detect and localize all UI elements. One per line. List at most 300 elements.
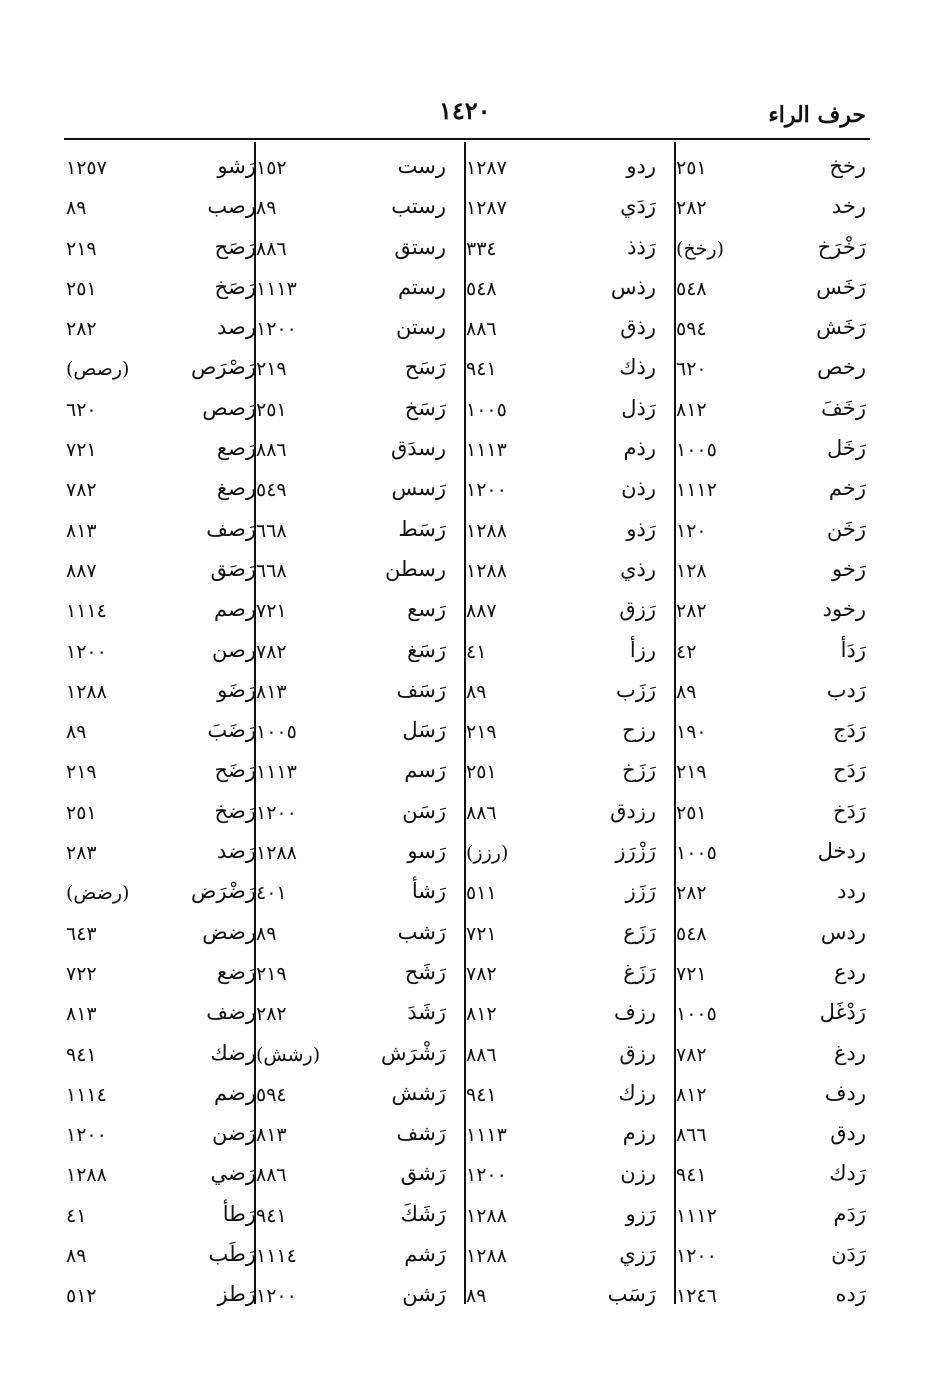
entry-page-ref: ٨١٢ — [466, 1003, 497, 1026]
entry-page-ref: ٦٤٣ — [66, 922, 97, 945]
entry-word: رَدَن — [831, 1242, 866, 1267]
entry-page-ref: ١٢٨ — [676, 559, 707, 582]
index-entry — [672, 513, 872, 553]
entry-page-ref: ١٠٠٥ — [466, 398, 507, 421]
index-column-2 — [462, 150, 662, 1319]
entry-word: رَشب — [397, 919, 446, 944]
entry-page-ref: ٥٩٤ — [256, 1083, 287, 1106]
entry-page-ref: (رخخ) — [676, 237, 725, 260]
index-entry — [462, 875, 662, 915]
entry-word: رَسو — [407, 839, 446, 864]
entry-word: رَضَح — [214, 758, 256, 783]
entry-page-ref: ١٢٨٨ — [466, 519, 507, 542]
entry-word: رصب — [207, 194, 256, 219]
index-column-1 — [672, 150, 872, 1319]
entry-word: ردخل — [817, 839, 866, 864]
entry-word: رَضد — [217, 839, 256, 864]
index-entry — [252, 392, 452, 432]
index-entry — [62, 1238, 262, 1278]
index-entry — [252, 1157, 452, 1197]
entry-word: رَده — [835, 1282, 866, 1307]
index-entry — [62, 432, 262, 472]
entry-word: رَذل — [621, 395, 656, 420]
entry-word: رَشَكَ — [400, 1201, 446, 1226]
entry-page-ref: ٢١٩ — [676, 761, 707, 784]
entry-page-ref: ٨٨٦ — [256, 439, 287, 462]
index-entry — [252, 1198, 452, 1238]
entry-page-ref: ٧٢١ — [466, 922, 497, 945]
index-entry — [462, 311, 662, 351]
entry-word: رَصْرَص — [191, 355, 256, 380]
entry-page-ref: ٩٤١ — [256, 1204, 287, 1227]
entry-page-ref: ٤٠١ — [256, 882, 287, 905]
entry-word: رَدَج — [832, 718, 866, 743]
entry-word: ردو — [626, 154, 656, 178]
index-entry — [462, 351, 662, 391]
entry-page-ref: ٢٥١ — [66, 277, 97, 300]
entry-word: رست — [397, 154, 446, 178]
entry-page-ref: ٢٨٢ — [676, 882, 707, 905]
entry-page-ref: ٤٢ — [676, 640, 697, 663]
index-entry — [462, 1117, 662, 1157]
entry-page-ref: ٩٤١ — [676, 1164, 707, 1187]
index-entry — [462, 674, 662, 714]
index-entry — [252, 513, 452, 553]
index-entry — [672, 916, 872, 956]
entry-word: رَدب — [826, 677, 866, 702]
entry-page-ref: ٤١ — [66, 1204, 87, 1227]
index-entry — [62, 553, 262, 593]
index-entry — [462, 553, 662, 593]
entry-page-ref: ١١١٤ — [256, 1245, 297, 1268]
index-entry — [62, 351, 262, 391]
section-title: حرف الراء — [768, 102, 866, 128]
index-entry — [62, 634, 262, 674]
entry-page-ref: ٢٨٢ — [66, 318, 97, 341]
index-entry — [252, 754, 452, 794]
entry-word: رستب — [391, 194, 446, 219]
entry-page-ref: ١٢٠٠ — [256, 801, 297, 824]
entry-page-ref: ٩٤١ — [466, 358, 497, 381]
index-entry — [672, 835, 872, 875]
entry-word: رصم — [214, 597, 256, 622]
index-entry — [672, 634, 872, 674]
index-entry — [252, 150, 452, 190]
entry-word: رذق — [620, 315, 656, 340]
index-entry — [462, 916, 662, 956]
entry-page-ref: ٥٩٤ — [676, 318, 707, 341]
entry-word: رَخو — [832, 556, 866, 581]
index-entry — [62, 311, 262, 351]
entry-word: رضم — [214, 1080, 256, 1105]
entry-page-ref: ٧٨٢ — [256, 640, 287, 663]
index-entry — [462, 150, 662, 190]
entry-word: رخخ — [829, 154, 866, 178]
entry-page-ref: ١١١٤ — [66, 600, 107, 623]
entry-page-ref: ١٢٨٨ — [466, 1204, 507, 1227]
entry-page-ref: ٨٨٦ — [466, 1043, 497, 1066]
entry-word: رَزي — [619, 1242, 656, 1267]
entry-page-ref: ٨٩ — [676, 680, 697, 703]
entry-page-ref: ١٠٠٥ — [676, 439, 717, 462]
entry-word: رَدْغَل — [819, 1000, 866, 1025]
entry-page-ref: ١٢٨٨ — [466, 559, 507, 582]
entry-page-ref: ١١١٤ — [66, 1083, 107, 1106]
entry-word: رزق — [619, 1040, 656, 1065]
entry-page-ref: ٨٨٧ — [466, 600, 497, 623]
entry-page-ref: ٥٤٨ — [676, 922, 707, 945]
index-entry — [252, 956, 452, 996]
entry-word: رصد — [217, 315, 256, 340]
entry-page-ref: ١٢٨٧ — [466, 197, 507, 220]
index-entry — [672, 875, 872, 915]
entry-page-ref: (رشش) — [256, 1043, 321, 1066]
entry-page-ref: ١١١٣ — [256, 761, 297, 784]
entry-word: رَشَح — [404, 959, 446, 984]
entry-word: رستق — [394, 234, 446, 259]
entry-word: رَسس — [391, 476, 446, 501]
entry-page-ref: ٨١٣ — [256, 1124, 287, 1147]
index-entry — [672, 714, 872, 754]
entry-word: رَدَح — [832, 758, 866, 783]
entry-word: رَصع — [216, 436, 256, 461]
index-entry — [252, 1238, 452, 1278]
entry-word: رَذو — [626, 516, 656, 541]
entry-word: رخص — [817, 355, 866, 380]
index-entry — [62, 271, 262, 311]
entry-word: رَسَح — [404, 355, 446, 380]
entry-word: رَشف — [396, 1121, 446, 1146]
entry-page-ref: ٨٩ — [466, 1285, 487, 1308]
entry-word: رَشْرَش — [381, 1040, 446, 1065]
entry-page-ref: ٥٤٩ — [256, 479, 287, 502]
index-entry — [672, 432, 872, 472]
index-entry — [62, 875, 262, 915]
index-entry — [252, 795, 452, 835]
index-entry — [252, 996, 452, 1036]
entry-word: رَسَط — [398, 516, 446, 541]
entry-page-ref: ٢٨٢ — [256, 1003, 287, 1026]
index-entry — [672, 392, 872, 432]
entry-word: رَزَع — [623, 919, 656, 944]
entry-word: رستن — [395, 315, 446, 340]
index-entry — [462, 1157, 662, 1197]
index-entry — [252, 271, 452, 311]
index-entry — [672, 996, 872, 1036]
entry-word: رَسَغ — [407, 637, 446, 662]
index-entry — [252, 231, 452, 271]
entry-word: رَخَفَ — [821, 395, 866, 420]
entry-page-ref: ٧٢١ — [256, 600, 287, 623]
entry-page-ref: ٨٨٧ — [66, 559, 97, 582]
index-entry — [672, 190, 872, 230]
entry-page-ref: ٧٢١ — [676, 962, 707, 985]
entry-page-ref: ١٢٨٨ — [66, 1164, 107, 1187]
index-entry — [62, 231, 262, 271]
entry-word: رَشَدَ — [407, 1000, 446, 1025]
entry-page-ref: ٦٢٠ — [676, 358, 707, 381]
entry-page-ref: ٨١٢ — [676, 1083, 707, 1106]
entry-page-ref: ١١١٢ — [676, 1204, 717, 1227]
index-entry — [62, 513, 262, 553]
index-entry — [462, 1238, 662, 1278]
index-entry — [252, 311, 452, 351]
entry-word: رَصص — [202, 395, 256, 420]
entry-page-ref: ٨٨٦ — [256, 1164, 287, 1187]
index-entry — [462, 432, 662, 472]
entry-word: رَخَس — [816, 274, 866, 299]
entry-page-ref: ١٢٠٠ — [256, 318, 297, 341]
entry-page-ref: ٢١٩ — [66, 761, 97, 784]
index-entry — [462, 472, 662, 512]
entry-page-ref: ٥٤٨ — [676, 277, 707, 300]
entry-word: رصغ — [216, 476, 256, 501]
index-entry — [462, 754, 662, 794]
entry-page-ref: ٢٥١ — [466, 761, 497, 784]
index-entry — [62, 674, 262, 714]
entry-word: رَصَق — [210, 556, 256, 581]
index-entry — [62, 593, 262, 633]
entry-word: رَصَح — [214, 234, 256, 259]
entry-page-ref: ٢١٩ — [256, 962, 287, 985]
index-entry — [672, 472, 872, 512]
entry-page-ref: ١٥٢ — [256, 157, 287, 179]
index-entry — [62, 1037, 262, 1077]
index-entry — [252, 1037, 452, 1077]
entry-word: ردغ — [833, 1040, 866, 1065]
entry-word: رزك — [618, 1080, 656, 1105]
entry-word: رَسَن — [402, 798, 446, 823]
entry-word: رضف — [206, 1000, 256, 1025]
index-entry — [462, 231, 662, 271]
entry-word: رذي — [620, 556, 656, 581]
index-entry — [672, 593, 872, 633]
entry-page-ref: ٨٩ — [66, 197, 87, 220]
entry-page-ref: ٦٢٠ — [66, 398, 97, 421]
index-entry — [672, 1198, 872, 1238]
index-entry — [672, 150, 872, 190]
entry-word: رضض — [202, 919, 256, 944]
entry-word: ردس — [820, 919, 866, 944]
entry-page-ref: ٢٥١ — [66, 801, 97, 824]
entry-page-ref: ٨٩ — [256, 922, 277, 945]
entry-page-ref: ١٩٠ — [676, 721, 707, 744]
index-entry — [62, 392, 262, 432]
entry-word: رَخم — [828, 476, 866, 501]
entry-word: رَسم — [404, 758, 446, 783]
index-entry — [462, 1198, 662, 1238]
entry-word: رَشو — [217, 154, 256, 178]
entry-page-ref: ٨٩ — [256, 197, 277, 220]
entry-page-ref: ١٢٥٧ — [66, 157, 107, 179]
entry-word: رَخَل — [826, 436, 866, 461]
entry-word: رَدَأ — [840, 637, 866, 662]
index-entry — [672, 1077, 872, 1117]
entry-page-ref: ١١١٣ — [466, 439, 507, 462]
entry-word: رخود — [822, 597, 866, 622]
entry-word: رَضع — [216, 959, 256, 984]
entry-word: رَطَب — [208, 1242, 256, 1267]
entry-word: رذن — [621, 476, 656, 501]
index-entry — [62, 1198, 262, 1238]
index-entry — [62, 795, 262, 835]
entry-page-ref: ١١١٣ — [256, 277, 297, 300]
entry-page-ref: ٨٨٦ — [256, 237, 287, 260]
entry-word: رذس — [610, 274, 656, 299]
entry-page-ref: ٢١٩ — [256, 358, 287, 381]
index-entry — [252, 351, 452, 391]
entry-page-ref: ٧٨٢ — [466, 962, 497, 985]
index-entry — [672, 553, 872, 593]
index-entry — [62, 916, 262, 956]
entry-page-ref: ٦٦٨ — [256, 559, 287, 582]
entry-page-ref: ١٢٨٨ — [66, 680, 107, 703]
entry-page-ref: ٨٩ — [66, 1245, 87, 1268]
index-entry — [252, 593, 452, 633]
index-entry — [62, 956, 262, 996]
entry-word: رزأ — [629, 637, 656, 662]
entry-word: رَخَش — [816, 315, 866, 340]
entry-page-ref: ١٠٠٥ — [676, 842, 717, 865]
index-entry — [252, 714, 452, 754]
index-entry — [672, 1117, 872, 1157]
entry-page-ref: ١٠٠٥ — [676, 1003, 717, 1026]
entry-page-ref: ٢٨٢ — [676, 600, 707, 623]
page-header — [64, 92, 870, 132]
entry-word: رزدق — [610, 798, 656, 823]
entry-page-ref: ١٢٤٦ — [676, 1285, 717, 1308]
entry-page-ref: ٢٥١ — [676, 157, 707, 179]
entry-word: رَشق — [400, 1161, 446, 1186]
entry-word: رَسَب — [607, 1282, 656, 1307]
entry-page-ref: ٥١٢ — [66, 1285, 97, 1308]
index-entry — [672, 674, 872, 714]
index-entry — [672, 795, 872, 835]
entry-page-ref: ٢٥١ — [676, 801, 707, 824]
index-entry — [462, 271, 662, 311]
index-entry — [62, 190, 262, 230]
entry-page-ref: ٢٨٣ — [66, 842, 97, 865]
index-entry — [252, 553, 452, 593]
index-entry — [62, 150, 262, 190]
entry-page-ref: ٨٨٦ — [466, 801, 497, 824]
entry-page-ref: ٥١١ — [466, 882, 497, 905]
entry-word: رَصف — [206, 516, 256, 541]
entry-page-ref: (رزز) — [466, 842, 509, 865]
entry-page-ref: ٨٩ — [66, 721, 87, 744]
entry-page-ref: ٧٢١ — [66, 439, 97, 462]
entry-word: ردف — [824, 1080, 866, 1105]
index-column-4 — [62, 150, 262, 1319]
index-entry — [62, 1278, 262, 1318]
index-entry — [672, 351, 872, 391]
page-number: ١٤٢٠ — [439, 96, 491, 125]
entry-page-ref: ١٢٠٠ — [676, 1245, 717, 1268]
entry-word: رزح — [622, 718, 656, 743]
index-entry — [252, 1278, 452, 1318]
index-entry — [62, 714, 262, 754]
entry-page-ref: ٨١٣ — [66, 1003, 97, 1026]
index-entry — [252, 674, 452, 714]
entry-word: رَسَل — [402, 718, 446, 743]
entry-page-ref: ٨١٣ — [66, 519, 97, 542]
index-entry — [252, 634, 452, 674]
index-entry — [672, 1278, 872, 1318]
entry-page-ref: ٩٤١ — [466, 1083, 497, 1106]
entry-word: رَزَز — [625, 879, 656, 904]
index-entry — [672, 754, 872, 794]
entry-page-ref: ١٢٠٠ — [66, 640, 107, 663]
entry-word: رَشش — [391, 1080, 446, 1105]
index-entry — [62, 1077, 262, 1117]
index-entry — [462, 956, 662, 996]
index-entry — [62, 996, 262, 1036]
index-entry — [672, 956, 872, 996]
entry-word: رزن — [620, 1161, 656, 1186]
entry-word: رَزَغ — [623, 959, 656, 984]
index-entry — [672, 231, 872, 271]
index-entry — [672, 1238, 872, 1278]
entry-page-ref: ٥٤٨ — [466, 277, 497, 300]
index-entry — [62, 835, 262, 875]
entry-word: رَدك — [829, 1161, 866, 1186]
index-entry — [462, 593, 662, 633]
index-entry — [462, 190, 662, 230]
entry-page-ref: ١٠٠٥ — [256, 721, 297, 744]
entry-page-ref: ١٢٨٨ — [466, 1245, 507, 1268]
entry-page-ref: ٤١ — [466, 640, 487, 663]
entry-word: رَزو — [625, 1201, 656, 1226]
entry-word: رَسع — [407, 597, 446, 622]
entry-page-ref: ١٢٠٠ — [466, 479, 507, 502]
index-entry — [252, 1117, 452, 1157]
entry-word: رستم — [397, 274, 446, 299]
entry-word: رزف — [613, 1000, 656, 1025]
entry-word: رَدَي — [620, 194, 656, 219]
entry-word: رَسَف — [396, 677, 446, 702]
entry-word: رسدَق — [390, 436, 446, 461]
index-entry — [62, 1117, 262, 1157]
entry-word: رَخَن — [826, 516, 866, 541]
entry-page-ref: ١٢٠٠ — [466, 1164, 507, 1187]
entry-word: رَخْرَخ — [817, 234, 866, 259]
entry-word: رَطز — [217, 1282, 256, 1307]
entry-page-ref: ٢١٩ — [66, 237, 97, 260]
entry-word: ردع — [833, 959, 866, 984]
entry-page-ref: ٨٦٦ — [676, 1124, 707, 1147]
index-entry — [462, 714, 662, 754]
entry-word: رَطأ — [222, 1201, 256, 1226]
index-entry — [462, 1278, 662, 1318]
entry-page-ref: ٧٨٢ — [676, 1043, 707, 1066]
index-entry — [462, 513, 662, 553]
index-entry — [252, 875, 452, 915]
entry-word: رَسَخ — [404, 395, 446, 420]
entry-word: رَضي — [210, 1161, 256, 1186]
entry-page-ref: ١٢٨٨ — [256, 842, 297, 865]
index-entry — [672, 1157, 872, 1197]
entry-page-ref: (رضض) — [66, 882, 130, 905]
entry-word: رَزق — [619, 597, 656, 622]
entry-word: رَزَب — [615, 677, 656, 702]
entry-word: رسطن — [385, 556, 446, 581]
index-entry — [62, 472, 262, 512]
entry-page-ref: ٦٦٨ — [256, 519, 287, 542]
entry-page-ref: ١١١٢ — [676, 479, 717, 502]
index-entry — [672, 311, 872, 351]
entry-word: رَذذ — [627, 234, 656, 259]
entry-word: ردق — [830, 1121, 866, 1146]
